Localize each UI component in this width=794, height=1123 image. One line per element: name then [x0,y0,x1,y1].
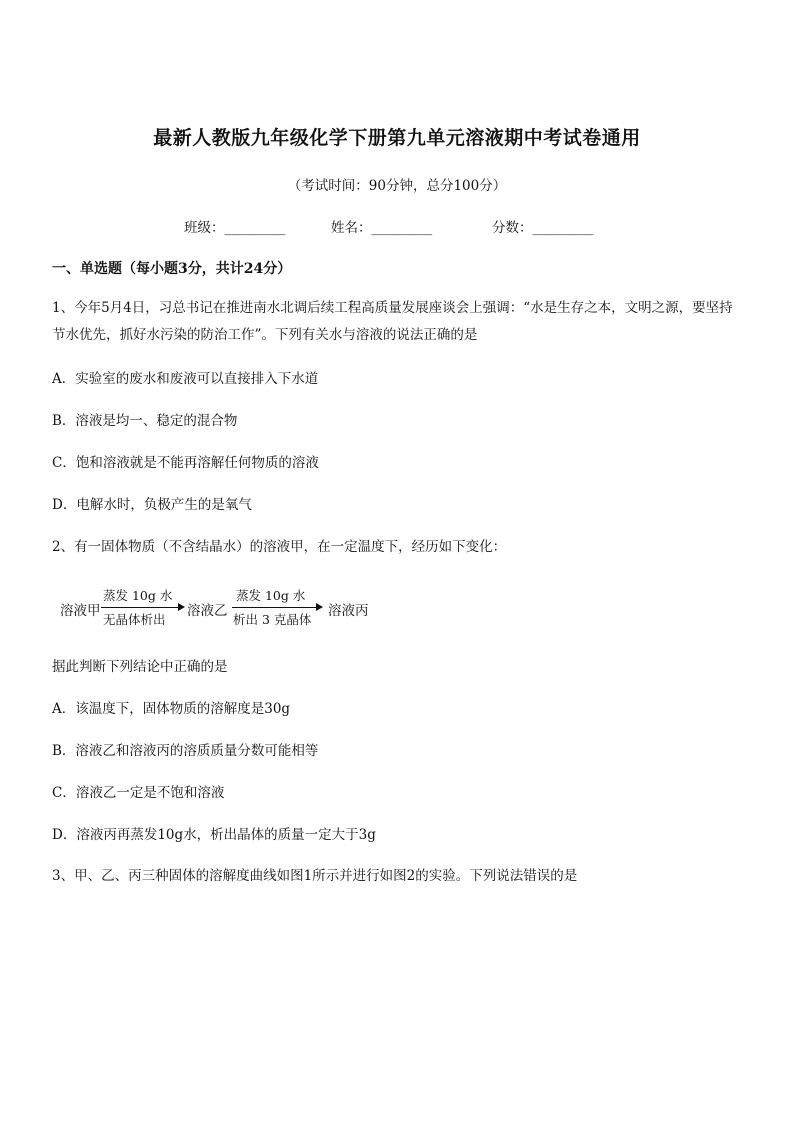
arrow2-head-icon [316,603,323,611]
question-1-stem: 1、今年5月4日，习总书记在推进南水北调后续工程高质量发展座谈会上强调：“水是生存之本，文明之源，要坚持节水优先，抓好水污染的防治工作”。下列有关水与溶液的说法正确的是 [52,300,733,343]
score-field: 分数：_________ [492,220,594,236]
arrow2-top-label: 蒸发 10g 水 [236,588,306,603]
exam-title: 最新人教版九年级化学下册第九单元溶液期中考试卷通用 [153,127,641,149]
question-3-stem: 3、甲、乙、丙三种固体的溶解度曲线如图1所示并进行如图2的实验。下列说法错误的是 [52,868,578,884]
arrow1-top-label: 蒸发 10g 水 [103,588,173,603]
q1-option-b: B．溶液是均一、稳定的混合物 [52,413,238,429]
question-2-stem: 2、有一固体物质（不含结晶水）的溶液甲，在一定温度下，经历如下变化： [52,539,507,555]
arrow2-line [232,607,316,608]
arrow1-line [101,607,178,608]
reaction-diagram [52,586,392,630]
arrow1-bottom-label: 无晶体析出 [103,612,166,627]
arrow2-bottom-label: 析出 3 克晶体 [233,612,312,627]
diagram-solution-c: 溶液丙 [328,603,369,619]
section-heading: 一、单选题（每小题3分，共计24分） [52,261,292,277]
q2-option-d: D．溶液丙再蒸发10g水，析出晶体的质量一定大于3g [52,827,376,843]
diagram-solution-b: 溶液乙 [187,603,228,619]
q2-option-a: A．该温度下，固体物质的溶解度是30g [52,701,291,717]
question-2-lead: 据此判断下列结论中正确的是 [52,659,228,675]
q2-option-c: C．溶液乙一定是不饱和溶液 [52,785,225,801]
q1-option-d: D．电解水时，负极产生的是氧气 [52,497,252,513]
arrow1-head-icon [178,603,185,611]
exam-duration: （考试时间：90分钟，总分100分） [287,178,507,194]
q1-option-a: A．实验室的废水和废液可以直接排入下水道 [52,371,319,387]
class-field: 班级：_________ [184,220,286,236]
name-field: 姓名：_________ [331,220,433,236]
q2-option-b: B．溶液乙和溶液丙的溶质质量分数可能相等 [52,743,319,759]
diagram-solution-a: 溶液甲 [60,603,101,619]
q1-option-c: C．饱和溶液就是不能再溶解任何物质的溶液 [52,455,319,471]
